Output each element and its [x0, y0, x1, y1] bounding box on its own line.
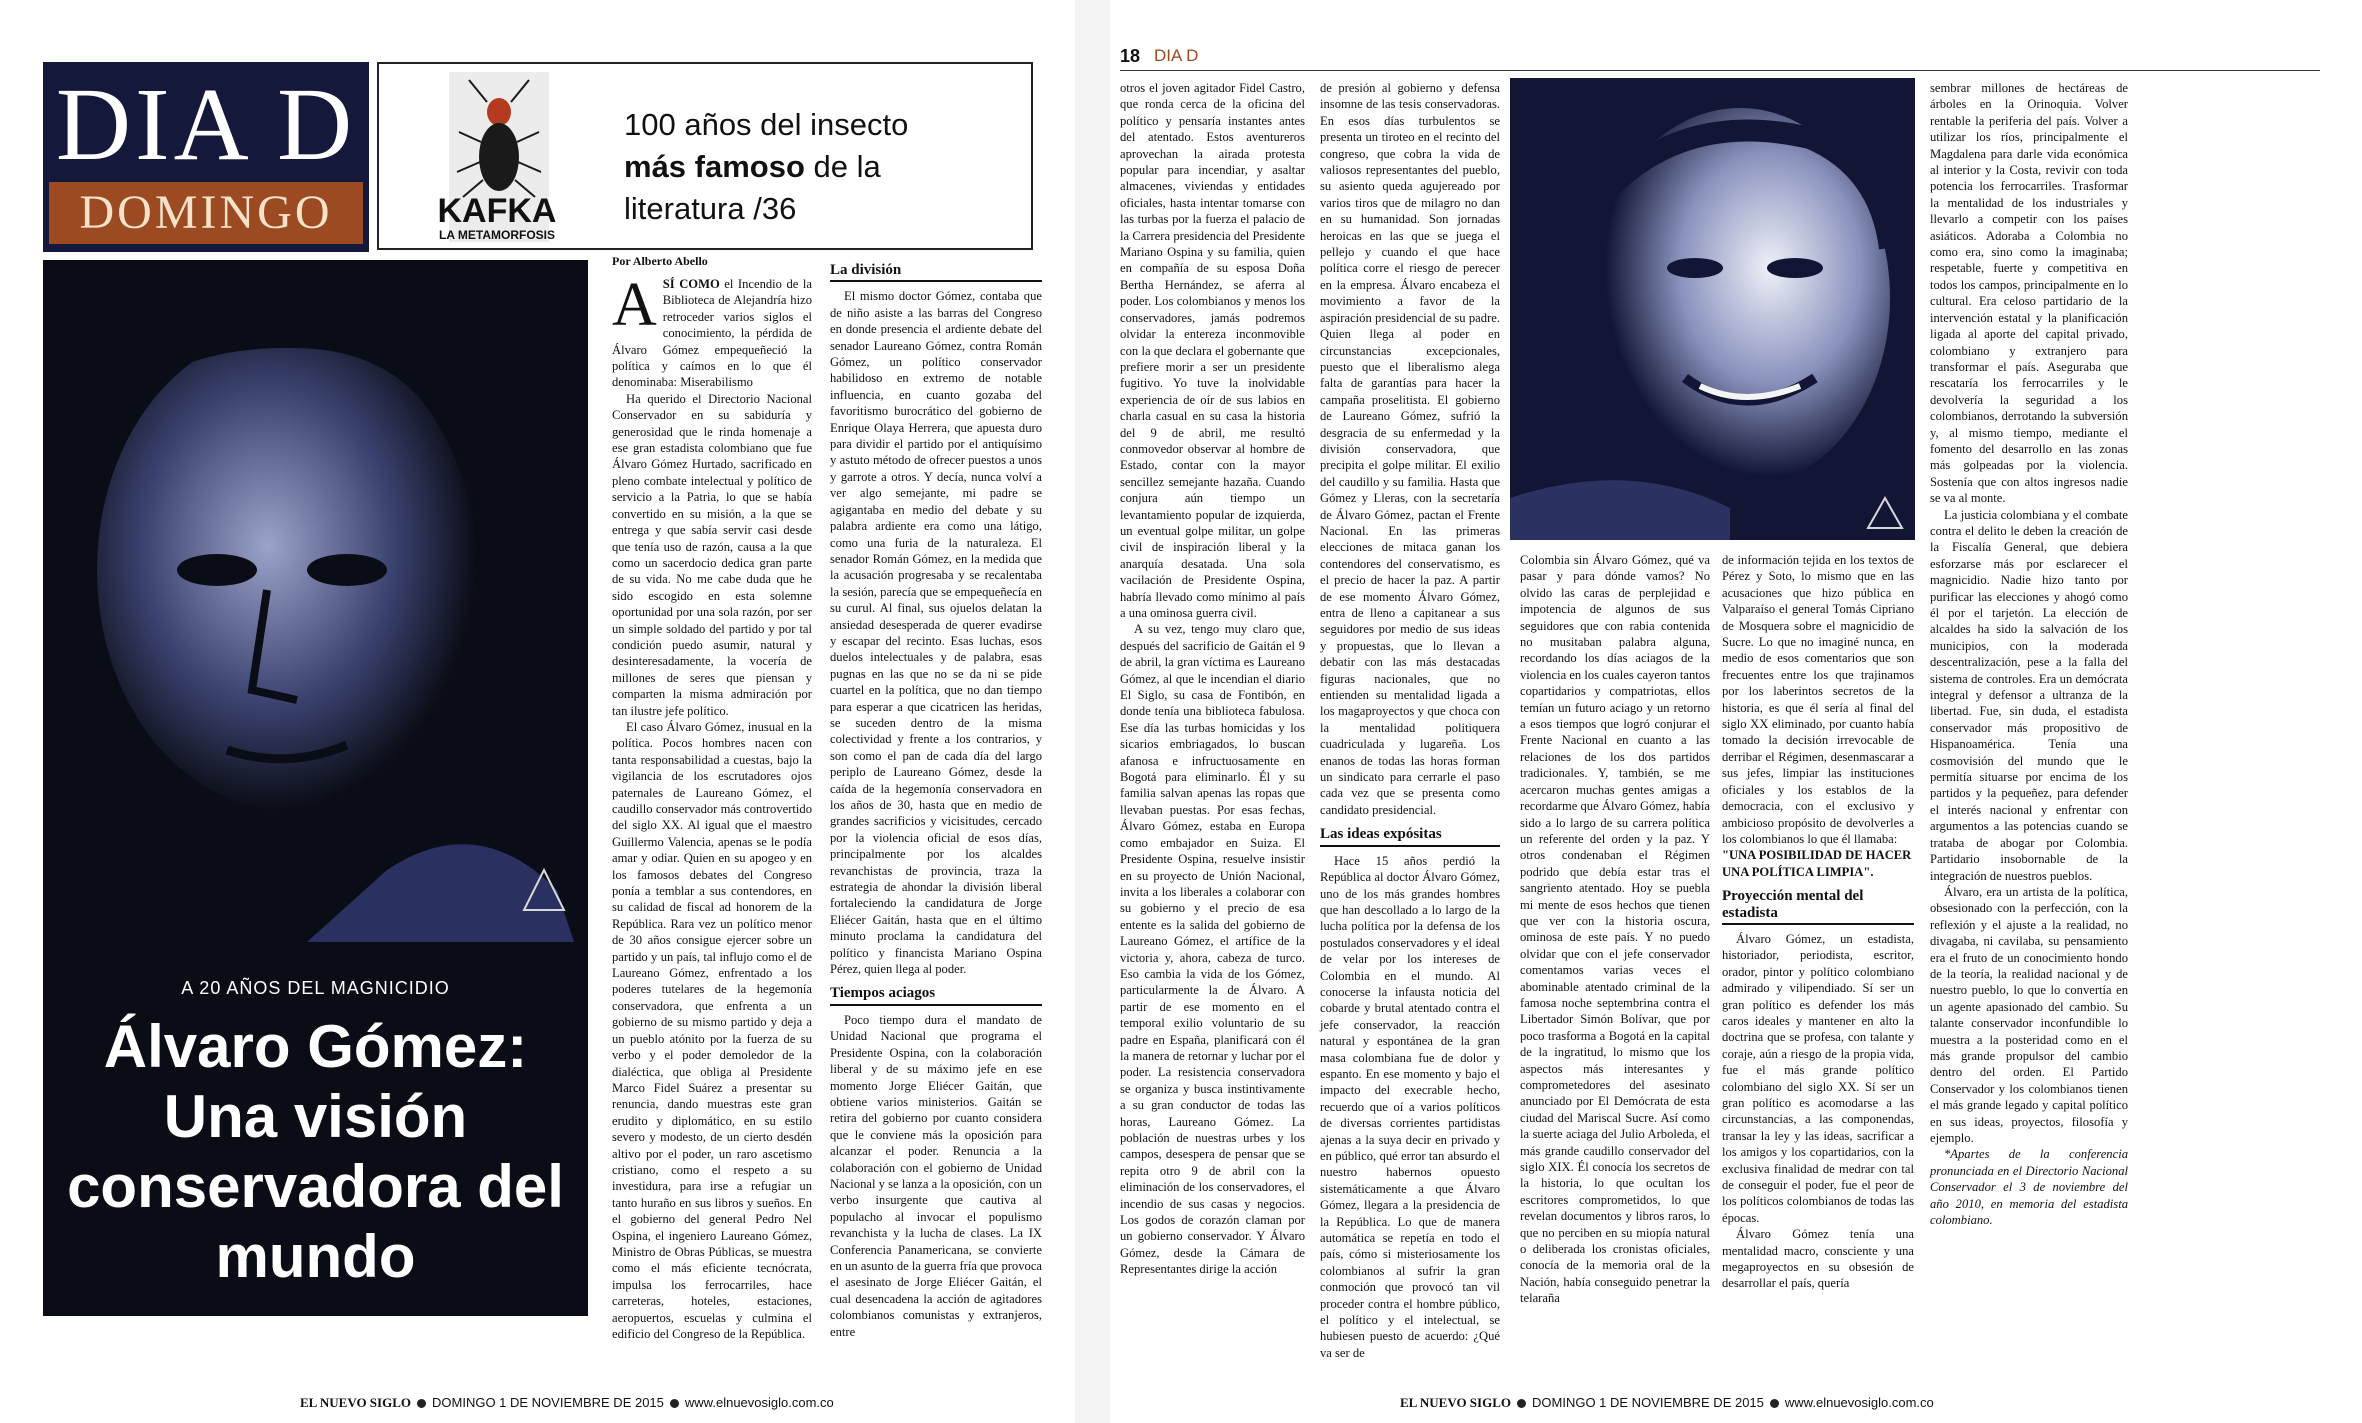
- article-column-5: [1520, 552, 1710, 1315]
- article-column-1: [612, 271, 812, 1341]
- paragraph: de información tejida en los textos de Pérez y Soto, lo mismo que en las acusaciones que hizo pública en Valparaíso el general Tomás Cipriano de Mosquera sobre el magnicidio de Sucre. Lo que no imaginé nunca, en medio de esos comentarios que son frecuentes entre los que trajinamos por los laberintos secretos de la historia, es que él sería al final del siglo XX eliminado, por cuanto había tomado la decisión irrevocable de derribar el Régimen, desenmascarar a sus jefes, limpiar las instituciones oficiales y los establos de la democracia, con el exclusivo y ambicioso propósito de devolverles a los colombianos lo que él llamaba:: [1722, 553, 1914, 846]
- article-column-3: [1120, 80, 1305, 1315]
- masthead-subtitle: DOMINGO: [49, 182, 363, 244]
- paragraph: Álvaro, era un artista de la política, obsesionado con la perfección, con la reflexión y el ajuste a la realidad, no divagaba, ni cavilaba, su pensamiento era el fruto de un conocimiento hondo de la teoría, la realidad nacional y de nuestro pueblo, lo que lo convertía en un agente apasionado del cambio. Su talante conservador inconfundible lo muestra a la posteridad como en el más grande propulsor del cambio dentro del orden. El Partido Conservador y los colombianos tienen el más grande legado y capital político en sus ideas, proyectos, filosofía y ejemplo.: [1930, 884, 2128, 1145]
- teaser-line-3: literatura /36: [624, 191, 797, 226]
- lead-bold: SÍ COMO: [662, 277, 720, 291]
- paragraph: Álvaro Gómez, un estadista, historiador, periodista, escritor, orador, pintor y político colombiano admirado y vilipendiado. Sí ser un gran político es defender los más caros ideales y mantener en alto la doctrina que se profesa, con talante y coraje, aún a riesgo de la propia vida, fue el más grande político colombiano del siglo XX. Sí ser un gran político es acomodarse a las circunstancias, a las componendas, transar la ley y las ideas, sacrificar a los amigos y los copartidarios, con la exclusiva finalidad de medrar con tal de conseguir el poder, fue el peor de los políticos colombianos de todas las épocas.: [1722, 931, 1914, 1225]
- dropcap: A: [612, 271, 657, 339]
- paragraph: Hace 15 años perdió la República al doctor Álvaro Gómez, uno de los más grandes hombres que han descollado a lo largo de la lucha política por la defensa de los postulados conservadores y el ideal de velar por los intereses de Colombia en el mundo. Al conocerse la infausta noticia del cobarde y brutal atentado contra el jefe conservador, la reacción natural y espontánea de la gran masa colombiana fue de dolor y espanto. En ese momento y bajo el impacto del execrable hecho, recuerdo que oí a varios políticos de diversas corrientes partidistas ajenas a la suya decir en privado y en público, qué error tan absurdo el nuestro habernos opuesto sistemáticamente a que Álvaro Gómez, llegara a la presidencia de la República. Lo que de manera automática se repetía en todo el país, cómo si misteriosamente los colombianos al sufrir la gran conmoción que provocó tan vil proceder contra el hombre público, el político y el intelectual, se hubiesen puesto de acuerdo: ¿Qué va ser de: [1320, 853, 1500, 1360]
- subheading-division: La división: [830, 262, 1042, 282]
- teaser-book-subtitle: LA METAMORFOSIS: [439, 228, 555, 242]
- callout-quote: "UNA POSIBILIDAD DE HACER UNA POLÍTICA LIMPIA".: [1722, 848, 1912, 879]
- teaser-line-2-bold: más famoso: [624, 149, 805, 184]
- hero-kicker: A 20 AÑOS DEL MAGNICIDIO: [181, 978, 450, 998]
- subheading-tiempos: Tiempos aciagos: [830, 985, 1042, 1005]
- hero-headline: Álvaro Gómez: Una visión conservadora del mundo: [67, 1013, 564, 1290]
- teaser-line-1: 100 años del insecto: [624, 107, 909, 142]
- footer-url[interactable]: www.elnuevosiglo.com.co: [684, 1395, 834, 1410]
- bullet-icon: [670, 1399, 679, 1408]
- portrait-illustration: [57, 270, 574, 942]
- section-label: DIA D: [1154, 46, 1199, 65]
- bullet-icon: [1517, 1399, 1526, 1408]
- footer-publication: EL NUEVO SIGLO: [1400, 1395, 1511, 1410]
- masthead: [43, 62, 369, 252]
- page-gutter: [1075, 0, 1110, 1423]
- paragraph: sembrar millones de hectáreas de árboles en la Orinoquia. Volver rentable la periferia del país. Volver a utilizar los ríos, principalmente el Magdalena para darle vida económica al interior y la Costa, revivir con toda potencia los ferrocarriles. Trasformar la mentalidad de los industriales y llevarlo a competir con los países asiáticos. Adoraba a Colombia no como era, sino como la imaginaba; respetable, fuerte y competitiva en todos los campos, principalmente en lo cultural. Era celoso partidario de la intervención estatal y la planificación ligada al aporte del capital privado, colombiano y extranjero para transformar el país. Aseguraba que rescataría los ferrocarriles y le devolvería la seguridad a los colombianos, derrotando la subversión y, al mismo tiempo, mediante el fomento del desarrollo en las zonas más golpeadas por la violencia. Sostenía que con altos ingresos nadie se va al monte.: [1930, 81, 2128, 506]
- portrait-photo: [1510, 78, 1915, 540]
- teaser-line-2-rest: de la: [804, 149, 881, 184]
- section-rule: [1120, 70, 2320, 71]
- paragraph: de presión al gobierno y defensa insomne de las tesis conservadoras. En esos días turbulentos se presenta un tiroteo en el recinto del congreso, que cobra la vida de valiosos representantes del pueblo, su asiento queda agujereado por varios tiros que de milagro no dan en su humanidad. Son jornadas heroicas en las que se juega el pellejo y cuando el que hace política corre el riesgo de perecer en la empresa. Álvaro encabeza el movimiento a favor de la aspiración presidencial de su padre. Quien llega al poder en circunstancias excepcionales, puesto que el liberalismo alega falta de garantías para hacer la campaña proselitista. El gobierno de Laureano Gómez, sufrió la desgracia de su enfermedad y la división conservadora, que precipita el golpe militar. El exilio del caudillo y su familia. Hasta que Gómez y Lleras, con la secretaría de Álvaro Gómez, pactan el Frente Nacional. En las primeras elecciones de mitaca ganan los contendores del conservatismo, es el precio de hacer la paz. A partir de ese momento Álvaro Gómez, entra de lleno a capitanear a sus seguidores por medio de sus ideas y propuestas, que lo llevan a debatir con las más destacadas figuras nacionales, que no entienden su mentalidad ligada a los magaproyectos y que choca con la mentalidad politiquera cuadriculada y lugareña. Los enanos de todas las horas forman un sindicato para cerrarle el paso cada vez que se presenta como candidato presidencial.: [1320, 81, 1500, 817]
- footer-url[interactable]: www.elnuevosiglo.com.co: [1784, 1395, 1934, 1410]
- bullet-icon: [417, 1399, 426, 1408]
- paragraph: Colombia sin Álvaro Gómez, qué va pasar y para dónde vamos? No olvido las caras de perplejidad e impotencia de algunos de sus seguidores que con rabia contenida no musitaban palabra alguna, recordando los días aciagos de la violencia en los cuales cayeron tantos copartidarios y compatriotas, ellos temían un futuro aciago y un retorno a esos tiempos que logró conjurar el Frente Nacional en cuanto a las relaciones de los dos partidos tradicionales. Y, también, se me acercaron muchas gentes amigas a recordarme que Álvaro Gómez, había sido a lo largo de su carrera política un referente del orden y la paz. Y otros condenaban el Régimen podrido que debía estar tras el sangriento atentado. Hoy se puebla mi mente de esos hechos que tienen que ver con la historia oscura, ominosa de este país. Y no puedo olvidar que con el jefe conservador comentamos varias veces el abominable atentado criminal de la famosa noche septembrina contra el Libertador Simón Bolívar, que por poco trasforma a Bogotá en la capital de la ingratitud, lo mismo que los aspectos más interesantes y comprometedores del asesinato anunciado por El Demócrata de esta ciudad del Mariscal Sucre. Así como la suerte aciaga del Julio Arboleda, el más grande caudillo conservador del siglo XIX. Él conocía los secretos de la historia, lo que ocultan los escritores comprometidos, lo que revelan documentos y libros raros, lo que no perciben en su miopía natural o deliberada los cronistas oficiales, conocía de la memoria oral de la Nación, había conseguido penetrar la telaraña: [1520, 553, 1710, 1306]
- footer-date: DOMINGO 1 DE NOVIEMBRE DE 2015: [1532, 1395, 1764, 1410]
- paragraph: El caso Álvaro Gómez, inusual en la política. Pocos hombres nacen con tanta responsabilidad a cuestas, bajo la vigilancia de los escrutadores ojos paternales de Laureano Gómez, el caudillo conservador más controvertido del siglo XX. Al igual que el maestro Guillermo Valencia, apenas se le podía amar y odiar. Quien en su apogeo y en los famosos debates del Congreso ponía a temblar a sus contendores, en su calidad de fiscal ad honorem de la República. Rara vez un político menor de 30 años consigue ejercer sobre un partido y un país, tal influjo como el de Laureano Gómez, enfrentado a los poderes tutelares de la hegemonía conservadora, que enfrenta a un gobierno de su mismo partido y deja a un pueblo atónito por la fuerza de su verbo y el poder demoledor de la dialéctica, que obliga al Presidente Marco Fidel Suárez a presentar su renuncia, dando muestras este gran erudito y diplomático, en su estilo severo y modesto, de un cierto desdén altivo por el poder, un raro ascetismo cristiano, como el respeto a su investidura, para irse a refugiar un tanto huraño en sus libros y sueños. En el gobierno del general Pedro Nel Ospina, el ingeniero Laureano Gómez, Ministro de Obras Públicas, se muestra como el más eficiente tecnócrata, impulsa los ferrocarriles, hace carreteras, hoteles, estaciones, aeropuertos, escuelas y culmina el edificio del Congreso de la República.: [612, 719, 812, 1341]
- footer-line: [300, 1383, 834, 1423]
- subheading-proyeccion: Proyección mental del estadista: [1722, 888, 1914, 925]
- right-page: [1110, 0, 2362, 1423]
- article-column-6: [1722, 552, 1914, 1315]
- paragraph: El mismo doctor Gómez, contaba que de niño asiste a las barras del Congreso en donde presencia el ardiente debate del senador Laureano Gómez, contra Román Gómez, un político conservador habilidoso en extremo de notable influencia, en cuanto gozaba del favoritismo burocrático del gobierno de Enrique Olaya Herrera, que apuesta duro para dividir el partido por el antiquísimo y astuto método de ofrecer puestos a unos y garrote a otros. Y decía, nunca volví a ver algo semejante, mi padre se agigantaba en medio del debate y su palabra ardiente era como una látigo, como una furia de la naturaleza. El senador Román Gómez, en la medida que la acusación progresaba y se recalentaba la sesión, parecía que se empequeñecía en su curul. Al final, sus ojuelos delatan la ansiedad desesperada de querer evadirse y escapar del recinto. Esas luchas, esos duelos intelectuales y de palabra, esas pugnas en las que no se da ni se pide cuartel en la política, que no dan tiempo para esperar a que cicatricen las heridas, se suceden dentro de la misma colectividad y frente a los contrarios, y son como el pan de cada día del largo periplo de Laureano Gómez, desde la caída de la hegemonía conservadora en los años de 30, hasta que en medio de grandes sacrificios y vicisitudes, cercado por la violencia oficial de esos días, principalmente por los alcaldes revanchistas de provincia, traza la estrategia de ahondar la división liberal fortaleciendo la candidatura de Jorge Eliécer Gaitán, hasta que en el último minuto proclama la candidatura del político y financista Mariano Ospina Pérez, quien llega al poder.: [830, 289, 1042, 977]
- article-column-4: [1320, 80, 1500, 1360]
- footer-publication: EL NUEVO SIGLO: [300, 1395, 411, 1410]
- page-number: 18: [1120, 46, 1141, 66]
- article-column-2: [830, 254, 1042, 1339]
- paragraph: La justicia colombiana y el combate contra el delito le deben la creación de la Fiscalía General, que debiera esforzarse más por esclarecer el magnicidio. Nadie hizo tanto por purificar las elecciones y ahogó como él por el tarjetón. La elección de alcaldes ha sido la salvación de los municipios, con la moderada descentralización, pese a la falla del sistema de controles. Era un demócrata integral y defensor a ultranza de la libertad. Fue, sin duda, el estadista conservador más propositivo de Hispanoamérica. Tenía una cosmovisión del mundo que le permitía situarse por encima de los partidos y la pequeñez, para defender el interés nacional y enfrentar con argumentos a las potencias cuando se trataba de abogar por Colombia. Partidario insobornable de la integración de nuestros pueblos.: [1930, 507, 2128, 883]
- subheading-ideas: Las ideas expósitas: [1320, 826, 1500, 846]
- footer-right: [1110, 1383, 2362, 1423]
- paragraph: el Incendio de la Biblioteca de Alejandría hizo retroceder varios siglos el conocimiento, la pérdida de Álvaro Gómez empequeñeció la política y caímos en lo que él denominaba: Miserabilismo: [612, 277, 812, 390]
- article-lead: [612, 271, 812, 391]
- teaser-line-2: [624, 146, 1024, 188]
- footnote: *Apartes de la conferencia pronunciada en el Directorio Nacional Conservador el 3 de noviembre del año 2010, en memoria del estadista colombiano.: [1930, 1147, 2128, 1228]
- kafka-teaser[interactable]: [377, 62, 1033, 250]
- footer-left: [0, 1383, 1075, 1423]
- paragraph: Poco tiempo dura el mandato de Unidad Nacional que programa el Presidente Ospina, con la colaboración liberal y de su máximo jefe en ese momento Jorge Eliécer Gaitán, que obtiene varios ministerios. Gaitán se retira del gobierno por cuanto considera que le conviene más la oposición para alcanzar el poder. Renuncia a la colaboración con el gobierno de Unidad Nacional y se lanza a la oposición, con un verbo insurgente que cautiva al populacho al invocar el populismo revanchista y la lucha de clases. La IX Conferencia Panamericana, se convierte en un asunto de la guerra fría que provoca el asesinato de Jorge Eliécer Gaitán, el cual desencadena la acción de agitadores colombianos comunistas y extranjeros, entre: [830, 1012, 1042, 1339]
- teaser-headline: [624, 104, 1024, 230]
- bullet-icon: [1770, 1399, 1779, 1408]
- hero-panel: [43, 260, 588, 1316]
- portrait-illustration-2: [1510, 78, 1915, 540]
- paragraph: A su vez, tengo muy claro que, después del sacrificio de Gaitán el 9 de abril, la gran víctima es Laureano Gómez, al que le incendian el diario El Siglo, su casa de Fontibón, en donde tenía una biblioteca fabulosa. Ese día las turbas homicidas y los sicarios embriagados, lo buscan afanosa e infructuosamente en Bogotá para eliminarlo. Él y su familia salvan apenas las ropas que llevaban puestas. Por esas fechas, Álvaro Gómez, estaba en Europa como embajador en Suiza. El Presidente Ospina, resuelve insistir en su proyecto de Unión Nacional, invita a los liberales a colaborar con su gobierno y el precio de esa entente es la salida del gobierno de Laureano Gómez, el artífice de la victoria y, ahora, cabeza de turco. Eso cambia la vida de los Gómez, particularmente la de Álvaro. A partir de ese momento en el temporal exilio voluntario de su padre en España, planificará con él la manera de retornar y luchar por el poder. La resistencia conservadora se organiza y busca instintivamente a su gran conductor de todas las horas, Laureano Gómez. La población de nuestras urbes y los campos, desespera de pensar que se repita otro 9 de abril con la eliminación de los conservadores, el incendio de sus casas y negocios. Los godos de corazón claman por un gobierno conservador. Y Álvaro Gómez, desde la Cámara de Representantes dirige la acción: [1120, 622, 1305, 1277]
- teaser-book-title: KAFKA: [437, 192, 557, 230]
- paragraph: otros el joven agitador Fidel Castro, que ronda cerca de la oficina del político y pensaría instantes antes del atentado. Estos aventureros aprovechan la airada protesta popular para incendiar, y asaltar almacenes, viviendas y entidades oficiales, hasta intentar tomarse con las turbas por la fuerza el palacio de la Carrera presidencia del Presidente Mariano Ospina y su familia, quien en compañía de su esposa Doña Bertha Hernández, se aferra al poder. Los colombianos y menos los conservadores, jamás podremos olvidar la entereza inconmovible con la que declara el gobernante que prefiere morir a ser un presidente fugitivo. Yo tuve la inolvidable experiencia de oír de sus labios en charla casual en su casa la historia del 9 de abril, me resultó conmovedor observar al hombre de Estado, contar con la mayor sencillez semejante hazaña. Cuando conjura aún tiempo un levantamiento popular de izquierda, un eventual golpe militar, un golpe civil de inspiración liberal y la anarquía desatada. Una sola vacilación de Presidente Ospina, habría llevado como mínimo al país a una ominosa guerra civil.: [1120, 81, 1305, 620]
- article-column-7: [1930, 80, 2128, 1315]
- paragraph: Ha querido el Directorio Nacional Conservador en su sabiduría y generosidad que le rinda homenaje a ese gran estadista colombiano que fue Álvaro Gómez Hurtado, sacrificado en pleno combate intelectual y político de servicio a la Patria, lo que se había convertido en su misión, a la que se entrega y que sabía servir casi desde que tenía uso de razón, causa a la que como un sacerdocio dedica gran parte de su vida. No me cabe duda que he sido escogido en esta solemne oportunidad por una sola razón, por ser un simple soldado del partido y por tal condición puedo asumir, natural y desinteresadamente, la vocería de millones de seres que piensan y comparten la misma admiración por tan ilustre jefe político.: [612, 391, 812, 718]
- byline: Por Alberto Abello: [612, 254, 708, 268]
- paragraph: Álvaro Gómez tenía una mentalidad macro, consciente y una megaproyectos en su obsesión de desarrollar el país, quería: [1722, 1227, 1914, 1291]
- footer-date: DOMINGO 1 DE NOVIEMBRE DE 2015: [432, 1395, 664, 1410]
- footer-line: [1400, 1383, 1934, 1423]
- masthead-title: DIA D: [55, 67, 357, 182]
- left-page: [0, 0, 1075, 1423]
